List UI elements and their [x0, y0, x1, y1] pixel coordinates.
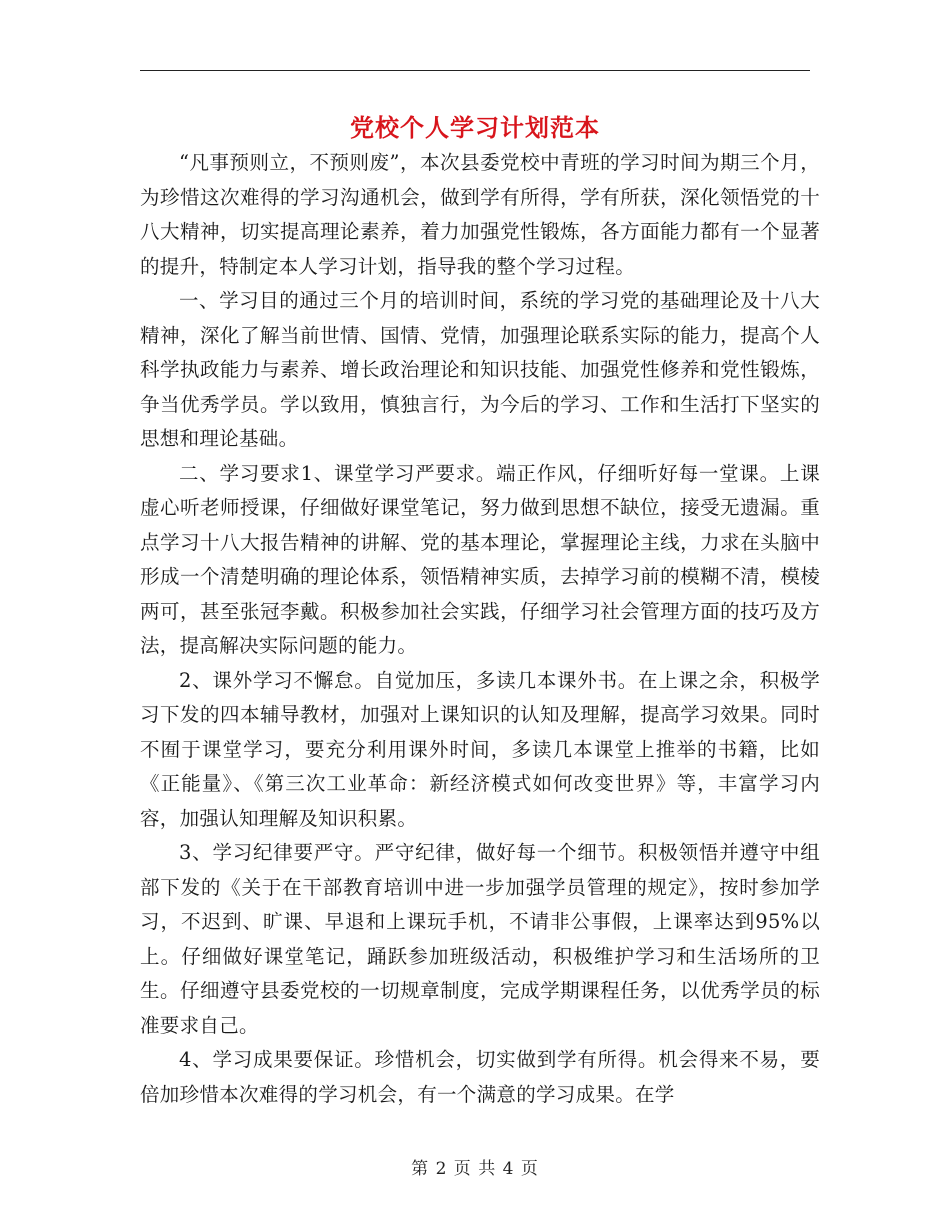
page-number-footer: 第 2 页 共 4 页 [411, 1159, 539, 1179]
paragraph-extracurricular-study: 2、课外学习不懈怠。自觉加压，多读几本课外书。在上课之余，积极学习下发的四本辅导教材，加强对上课知识的认知及理解，提高学习效果。同时不囿于课堂学习，要充分利用课外时间，多读几本课堂上推举的书籍，比如《正能量》、《第三次工业革命：新经济模式如何改变世界》等，丰富学习内容，加强认知理解及知识积累。 [140, 668, 820, 830]
paragraph-study-purpose: 一、学习目的通过三个月的培训时间，系统的学习党的基础理论及十八大精神，深化了解当前世情、国情、党情，加强理论联系实际的能力，提高个人科学执政能力与素养、增长政治理论和知识技能、加强党性修养和党性锻炼，争当优秀学员。学以致用，慎独言行，为今后的学习、工作和生活打下坚实的思想和理论基础。 [140, 289, 820, 450]
header-rule [140, 70, 810, 71]
document-title: 党校个人学习计划范本 [350, 113, 600, 142]
document-body [140, 146, 820, 1112]
paragraph-intro: “凡事预则立，不预则废”，本次县委党校中青班的学习时间为期三个月，为珍惜这次难得的学习沟通机会，做到学有所得，学有所获，深化领悟党的十八大精神，切实提高理论素养，着力加强党性锻炼，各方面能力都有一个显著的提升，特制定本人学习计划，指导我的整个学习过程。 [140, 151, 820, 278]
paragraph-study-results: 4、学习成果要保证。珍惜机会，切实做到学有所得。机会得来不易，要倍加珍惜本次难得的学习机会，有一个满意的学习成果。在学 [140, 1048, 820, 1106]
paragraph-study-discipline: 3、学习纪律要严守。严守纪律，做好每一个细节。积极领悟并遵守中组部下发的《关于在干部教育培训中进一步加强学员管理的规定》，按时参加学习，不迟到、旷课、早退和上课玩手机，不请非公事假，上课率达到95%以上。仔细做好课堂笔记，踊跃参加班级活动，积极维护学习和生活场所的卫生。仔细遵守县委党校的一切规章制度，完成学期课程任务，以优秀学员的标准要求自己。 [140, 841, 820, 1037]
paragraph-classroom-requirements: 二、学习要求1、课堂学习严要求。端正作风，仔细听好每一堂课。上课虚心听老师授课，仔细做好课堂笔记，努力做到思想不缺位，接受无遗漏。重点学习十八大报告精神的讲解、党的基本理论，掌握理论主线，力求在头脑中形成一个清楚明确的理论体系，领悟精神实质，去掉学习前的模糊不清，模棱两可，甚至张冠李戴。积极参加社会实践，仔细学习社会管理方面的技巧及方法，提高解决实际问题的能力。 [140, 461, 820, 657]
